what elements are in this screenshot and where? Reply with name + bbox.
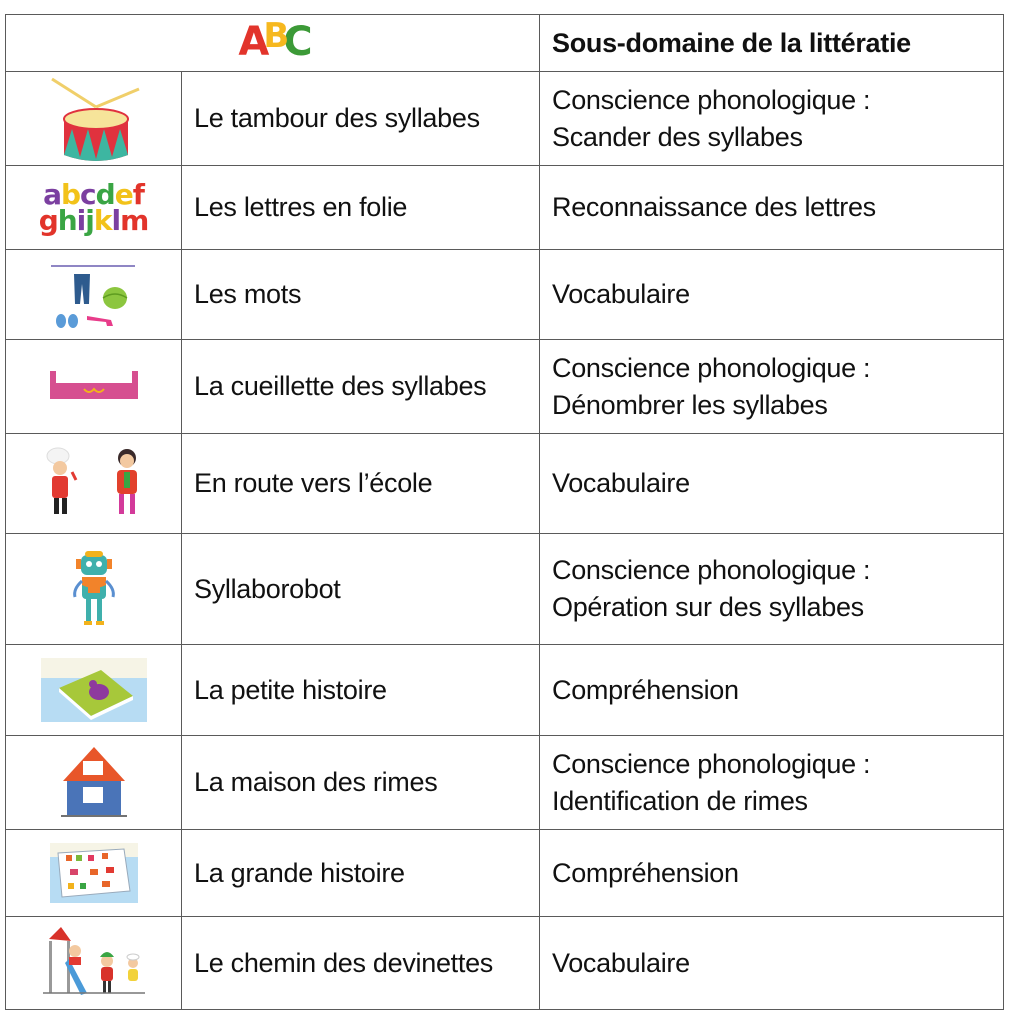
- clothes-icon: [49, 256, 139, 334]
- children-icon: [34, 444, 154, 524]
- activities-table: [5, 14, 1004, 1010]
- table-row: [6, 166, 1004, 250]
- subdomain-cell: Conscience phonologique : Identification de rimes: [540, 736, 1004, 830]
- alphabet-letters-icon: abcdef ghijklm: [38, 177, 149, 237]
- drum-icon: [44, 75, 144, 163]
- icon-cell: [6, 166, 182, 250]
- house-icon: [61, 745, 127, 821]
- table-row: [6, 72, 1004, 166]
- icon-cell: [6, 830, 182, 917]
- column-header-subdomain: Sous-domaine de la littératie: [540, 15, 1004, 72]
- icon-cell: [6, 736, 182, 830]
- activity-name: En route vers l’école: [182, 434, 540, 534]
- table-row: [6, 917, 1004, 1010]
- subdomain-cell: Conscience phonologique : Scander des syllabes: [540, 72, 1004, 166]
- big-book-icon: [50, 843, 138, 903]
- icon-cell: [6, 645, 182, 736]
- abc-logo-icon: A B C: [238, 15, 307, 65]
- icon-cell: [6, 250, 182, 340]
- subdomain-cell: Vocabulaire: [540, 250, 1004, 340]
- icon-cell: [6, 340, 182, 434]
- activity-name: La petite histoire: [182, 645, 540, 736]
- subdomain-cell: Conscience phonologique : Opération sur des syllabes: [540, 534, 1004, 645]
- subdomain-cell: Vocabulaire: [540, 434, 1004, 534]
- subdomain-cell: Vocabulaire: [540, 917, 1004, 1010]
- table-row: [6, 250, 1004, 340]
- table-row: [6, 434, 1004, 534]
- playground-icon: [39, 925, 149, 1001]
- small-book-icon: [41, 658, 147, 722]
- header-row: [6, 15, 1004, 72]
- icon-cell: [6, 917, 182, 1010]
- activity-name: Syllaborobot: [182, 534, 540, 645]
- table-row: [6, 736, 1004, 830]
- activity-name: Le chemin des devinettes: [182, 917, 540, 1010]
- table-row: [6, 645, 1004, 736]
- table-row: [6, 340, 1004, 434]
- activity-name: Les mots: [182, 250, 540, 340]
- subdomain-cell: Reconnaissance des lettres: [540, 166, 1004, 250]
- activity-name: La cueillette des syllabes: [182, 340, 540, 434]
- subdomain-cell: Conscience phonologique : Dénombrer les syllabes: [540, 340, 1004, 434]
- icon-cell: [6, 72, 182, 166]
- table-row: [6, 830, 1004, 917]
- robot-icon: [69, 549, 119, 629]
- activity-name: La maison des rimes: [182, 736, 540, 830]
- activity-name: La grande histoire: [182, 830, 540, 917]
- activity-name: Les lettres en folie: [182, 166, 540, 250]
- icon-cell: [6, 434, 182, 534]
- abc-logo-cell: [6, 15, 540, 72]
- table-row: [6, 534, 1004, 645]
- icon-cell: [6, 534, 182, 645]
- basket-icon: [46, 367, 142, 407]
- subdomain-cell: Compréhension: [540, 645, 1004, 736]
- activity-name: Le tambour des syllabes: [182, 72, 540, 166]
- subdomain-cell: Compréhension: [540, 830, 1004, 917]
